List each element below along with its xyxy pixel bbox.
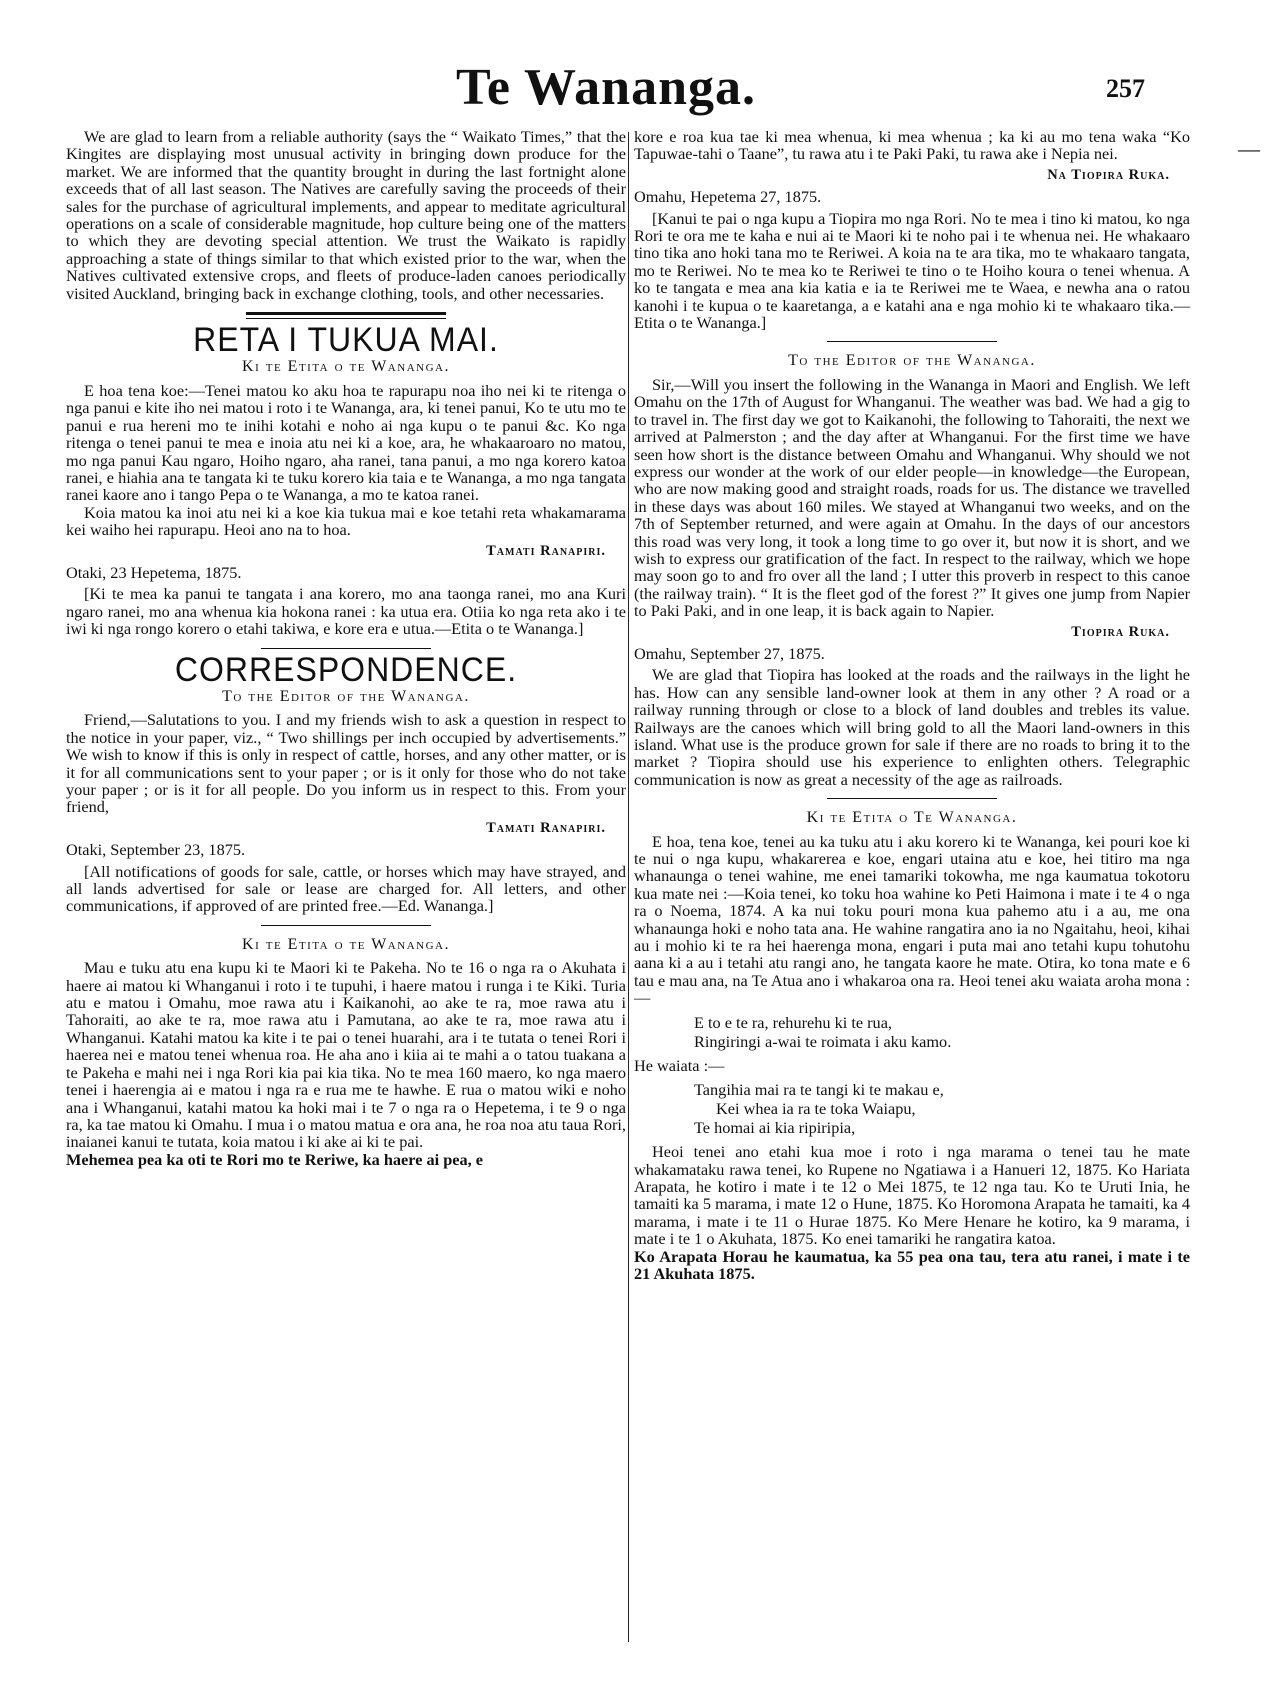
column-divider	[628, 132, 629, 1642]
editor-note: [Kanui te pai o nga kupu a Tiopira mo nga Rori. No te mea i tino ki matou, ko nga Rori te ora me te kaha e nui ai te Maori ki te noho pai i te whenua nei. He whakaaro tino tika ano hoki tana mo te Reriwei. A koia na te ara tika, mo te whakaaro tangata, mo te Reriwei. No te mea ko te Reriwei te tino o te Hoiho koura o tenei whenua. A ko te tangata e mea ana kia katia e ia te Reriwei me te Waea, e newha ana o ratou kanohi i te kupua o te kaaretanga, a e katahi ana e nga mohio ki te whakaaro tika.—Etita o te Wananga.]	[634, 208, 1190, 333]
poem-line: Tangihia mai ra te tangi ki te makau e,	[694, 1080, 944, 1100]
letter-signature: Tamati Ranapiri.	[486, 819, 606, 836]
letter-date: Otaki, 23 Hepetema, 1875.	[66, 562, 242, 582]
letter-date: Otaki, September 23, 1875.	[66, 840, 246, 860]
letter-salutation: Ki te Etita o Te Wananga.	[806, 809, 1018, 827]
page-number: 257	[1106, 74, 1145, 103]
section-rule	[827, 798, 997, 799]
section-rule	[246, 312, 446, 319]
letter-signature: Tiopira Ruka.	[1071, 623, 1170, 640]
letter-salutation: Ki te Etita o te Wananga.	[242, 358, 450, 376]
left-column	[66, 128, 626, 1168]
letter-salutation: Ki te Etita o te Wananga.	[242, 935, 450, 953]
poem-verse	[694, 1080, 1190, 1137]
letter-date: Omahu, Hepetema 27, 1875.	[634, 187, 822, 207]
section-rule	[261, 925, 431, 926]
poem-verse	[694, 1013, 1190, 1051]
margin-mark: —	[1238, 136, 1260, 161]
letter-salutation: To the Editor of the Wananga.	[788, 352, 1036, 370]
section-heading-correspondence: CORRESPONDENCE.	[174, 649, 518, 688]
poem-line: Kei whea ia ra te toka Waiapu,	[716, 1099, 916, 1119]
letter-signature: Na Tiopira Ruka.	[1047, 166, 1170, 183]
letter-paragraph: E hoa tena koe:—Tenei matou ko aku hoa te rapurapu noa iho nei ki te ritenga o nga panui e kite iho nei matou i roto i te Wananga, ara, ki tenei panui, Ko te utu mo te panui e rua hereni mo te inihi kotahi e noho ai nga kupu o te panui &c. Ko nga ritenga o tenei panui te mea e inoia atu nei ki a koe, ara, he whakaaroaro no matou, mo nga panui Kau ngaro, Hoiho ngaro, aha ranei, tana panui, a mo nga korero katoa ranei, e hiahia ana te tangata ki te tuku korero kia taia e te Wananga, a mo nga tangata ranei kaore ano i tango Pepa o te Wananga, a mo te katoa ranei.	[66, 380, 626, 505]
poem-intro: He waiata :—	[634, 1055, 725, 1075]
intro-paragraph: We are glad to learn from a reliable authority (says the “ Waikato Times,” that the Kingites are displaying most unusual activity in bringing down produce for the market. We are informed that the quantity brought in during the last fortnight alone exceeds that of all last season. The Natives are carefully saving the proceeds of their sales for the purchase of agricultural implements, and appear to meditate agricultural operations on a scale of considerable magnitude, hop culture being one of the matters to which they are devoting special attention. We trust the Waikato is rapidly approaching a state of things similar to that which existed prior to the war, when the Natives cultivated extensive crops, and fleets of produce-laden canoes periodically visited Auckland, bringing back in exchange clothing, tools, and other necessaries.	[66, 127, 626, 303]
poem-line: E to e te ra, rehurehu ki te rua,	[694, 1012, 892, 1032]
letter-paragraph: Mau e tuku atu ena kupu ki te Maori ki te Pakeha. No te 16 o nga ra o Akuhata i haere ai matou ki Whanganui i roto i te tupuhi, i haere matou i runga i te Kiki. Turia atu e matou i Omahu, moe rawa atu i Kaikanohi, ao ake te ra, moe rawa atu i Tahoraiti, ao ake te ra, moe rawa atu i Pamutana, ao ake te ra, moe rawa atu i Whanganui. Katahi matou ka kite i te pai o tenei huarahi, ara i te tutata o tenei Rori i haerea nei e matou tenei whenua roa. He aha ano i kiia ai te mahi a o tatou tuakana a te Pakeha e mahi nei i nga Rori kia pai kia tika. No te mea 160 maero, ko nga maero tenei i haerengia ai e matou i nga ra e rua me te hawhe. E rua o matou wiki e noho ana i Whanganui, katahi matou ka hoki mai i te 7 o nga ra o Hepetema, i te 9 o nga ra, ka tae matou ki Omahu. I mua i o matou matua e ora ana, he roa noa atu taua Rori, inaianei kanui te tutata, koia matou i ki ake ai ki te pai.	[66, 958, 626, 1152]
poem-line: Te homai ai kia ripiripia,	[694, 1118, 856, 1138]
letter-paragraph: Friend,—Salutations to you. I and my friends wish to ask a question in respect to the notice in your paper, viz., “ Two shillings per inch occupied by advertisements.” We wish to know if this is only in respect of cattle, horses, and any other matter, or is it for all communications sent to your paper ; or is it only for those who do not take your paper ; or is it for all people. Do you inform us in respect to this. From your friend,	[66, 710, 626, 817]
editor-note: [Ki te mea ka panui te tangata i ana korero, mo ana taonga ranei, mo ana Kuri ngaro ranei, mo ana whenua kia hokona ranei : ka utua era. Otiia ko nga reta ako i te iwi ki nga rongo korero o etahi takiwa, e kore era e utua.—Etita o te Wananga.]	[66, 584, 626, 639]
letter-salutation: To the Editor of the Wananga.	[222, 687, 470, 705]
letter-paragraph: Sir,—Will you insert the following in the Wananga in Maori and English. We left Omahu on the 17th of August for Whanganui. The weather was bad. We had a gig to to travel in. The first day we got to Kaikanohi, the following to Tahoraiti, the next we arrived at Palmerston ; and the day after at Whanganui. For the first time we have seen how short is the distance between Omahu and Whanganui. Why should we not express our wonder at the work of our elder people—in knowledge—the European, who are now making good and straight roads, roads for us. The distance we travelled in these days was about 160 miles. We stayed at Whanganui two weeks, and on the 7th of September returned, and were again at Omahu. In the days of our ancestors this road was very long, it took a long time to go over it, but now it is short, and we wish to express our gratification of the fact. In respect to the railway, which we hope may soon go to and fro over all the land ; I utter this proverb in respect to this canoe (the railway train). “ It is the fleet god of the forest ?” It gives one jump from Napier to Paki Paki, and in one leap, it is back again to Napier.	[634, 374, 1190, 621]
editor-comment: We are glad that Tiopira has looked at the roads and the railways in the light he has. How can any sensible land-owner look at them in any other ? A road or a railway running through or close to a block of land doubles and trebles its value. Railways are the canoes which will bring gold to all the Maori land-owners in this island. What use is the produce grown for sale if there are no roads to bring it to the market ? Tiopira should use his experience to enlighten others. Telegraphic communication is now as great a necessity of the age as railroads.	[634, 665, 1190, 789]
right-column	[634, 128, 1190, 1282]
page-title: Te Wananga.	[456, 59, 757, 116]
letter-paragraph-tail: Mehemea pea ka oti te Rori mo te Reriwe, ka haere ai pea, e	[66, 1149, 484, 1169]
section-heading-reta: RETA I TUKUA MAI.	[193, 319, 499, 359]
poem-line: Ringiringi a-wai te roimata i aku kamo.	[694, 1031, 952, 1051]
letter-paragraph: Heoi tenei ano etahi kua moe i roto i nga marama o tenei tau he mate whakamataku rawa tenei, ko Rupene no Ngatiawa i a Hanueri 12, 1875. Ko Hariata Arapata, he kotiro i mate i te 12 o Mei 1875, te 12 nga tau. Ko te Uruti Inia, he tamaiti ka 5 marama, i mate 12 o Hune, 1875. Ko Horomona Arapata he tamaiti, ka 4 marama, i mate i te 11 o Hurae 1875. Ko Mere Henare he kotiro, ka 9 marama, i mate i te 1 o Akuhata, 1875. Ko enei tamariki he rangatira katoa.	[634, 1142, 1190, 1249]
section-rule	[827, 341, 997, 342]
section-rule	[261, 648, 431, 649]
masthead	[0, 52, 1280, 122]
letter-continuation: kore e roa kua tae ki mea whenua, ki mea whenua ; ka ki au mo tena waka “Ko Tapuwae-tahi o Taane”, tu rawa atu i te Paki Paki, tu rawa ake i Nepia nei.	[634, 127, 1190, 164]
letter-paragraph: E hoa, tena koe, tenei au ka tuku atu i aku korero ki te Wananga, kei pouri koe ki te nui o nga kupu, whakarerea e koe, engari utaina atu e koe, hei titiro ma nga whanaunga o tenei wahine, me enei tamariki tokowha, me nga kaumatua tokotoru kua mate nei :—Koia tenei, ko toku hoa wahine ko Peti Haimona i mate i te 4 o nga ra o Noema, 1874. A ka nui toku pouri mona kua pahemo atu i a au, me ona whanaunga hoki e noho tata ana. He wahine rangatira ano ia no Ngaitahu, heoi, kihai au i mohio ki te ra hei haerenga mona, engari i puta mai ano tetahi kupu tohutohu aana ki a au i tetahi atu rangi ano, he tangata kaore he mate. Otira, ko tona mate e 6 tau e mau ana, na Te Atua ano i whakaroa ona ra. Heoi tenei aku waiata aroha mona :—	[634, 831, 1190, 1008]
letter-paragraph-tail: Ko Arapata Horau he kaumatua, ka 55 pea ona tau, tera atu ranei, i mate i te 21 Akuhata 1875.	[634, 1246, 1190, 1283]
editor-note: [All notifications of goods for sale, cattle, or horses which may have strayed, and all lands advertised for sale or lease are charged for. All letters, and other communications, if approved of are printed free.—Ed. Wananga.]	[66, 861, 626, 916]
letter-paragraph: Koia matou ka inoi atu nei ki a koe kia tukua mai e koe tetahi reta whakamarama kei waiho hei rapurapu. Heoi ano na to hoa.	[66, 502, 626, 540]
letter-signature: Tamati Ranapiri.	[486, 542, 606, 559]
letter-date: Omahu, September 27, 1875.	[634, 643, 825, 663]
